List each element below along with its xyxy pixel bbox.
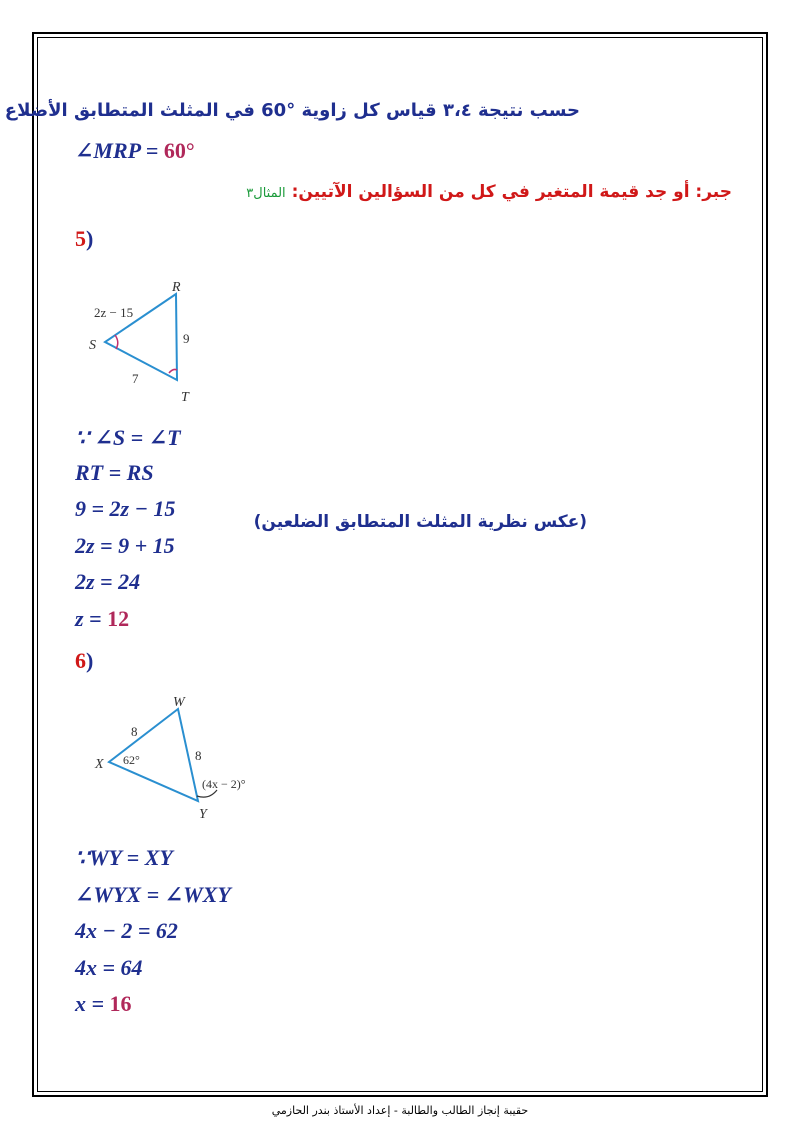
p5-final-lhs: z = — [75, 606, 102, 631]
p6-step-3: 4x − 2 = 62 — [75, 918, 178, 943]
p6-final-lhs: x = — [75, 991, 105, 1016]
angle-mrp-value: 60° — [163, 138, 195, 163]
instruction — [246, 182, 732, 202]
angle-x-label: 62° — [123, 753, 140, 767]
angle-mrp-line — [75, 138, 195, 164]
p5-step-4: 2z = 9 + 15 — [75, 533, 175, 558]
page-footer: حقيبة إنجاز الطالب والطالبة - إعداد الأستاذ بندر الحازمي — [271, 1104, 529, 1117]
p5-step-1: ∵ ∠S = ∠T — [75, 425, 181, 450]
p6-final-value: 16 — [109, 991, 132, 1016]
problem6-number — [75, 648, 93, 674]
theorem-note: (عكس نظرية المثلث المتطابق الضلعين) — [253, 512, 587, 532]
angle-mark-t — [169, 369, 177, 373]
side-xw-label: 8 — [131, 724, 138, 739]
p6-step-4: 4x = 64 — [75, 955, 143, 980]
triangle-wxy-figure — [85, 690, 270, 825]
problem6-number-digit: 6 — [75, 648, 86, 673]
angle-y-label: (4x − 2)° — [202, 777, 246, 791]
angle-mrp-lhs: ∠MRP = — [75, 138, 159, 163]
side-rt-label: 9 — [183, 331, 190, 346]
side-st-label: 7 — [132, 371, 139, 386]
p5-step-3: 9 = 2z − 15 — [75, 496, 176, 521]
problem5-number-paren: ) — [86, 226, 94, 251]
p5-step-2: RT = RS — [75, 460, 154, 485]
vertex-x-label: X — [95, 757, 104, 772]
angle-y-arrow — [197, 790, 217, 797]
vertex-y-label: Y — [199, 807, 207, 822]
p5-final — [75, 606, 129, 632]
p6-final — [75, 991, 132, 1017]
problem6-number-paren: ) — [86, 648, 94, 673]
p6-step-2: ∠WYX = ∠WXY — [75, 882, 231, 907]
problem5-number-digit: 5 — [75, 226, 86, 251]
instruction-tag: المثال٣ — [246, 186, 286, 201]
vertex-w-label: W — [173, 695, 185, 710]
heading-text: حسب نتيجة ٣،٤ قياس كل زاوية °60 في المثلث المتطابق الأضلاع — [4, 100, 580, 121]
instruction-text: جبر: أو جد قيمة المتغير في كل من السؤالين الآتيين: — [291, 182, 732, 202]
side-wy-label: 8 — [195, 748, 202, 763]
p5-final-value: 12 — [107, 606, 130, 631]
problem5-number — [75, 226, 93, 252]
p6-step-1: ∵WY = XY — [75, 845, 173, 870]
p5-step-5: 2z = 24 — [75, 569, 141, 594]
vertex-s-label: S — [89, 338, 96, 353]
triangle-rst-figure — [80, 275, 210, 410]
vertex-t-label: T — [181, 390, 189, 405]
vertex-r-label: R — [172, 280, 181, 295]
side-rs-label: 2z − 15 — [94, 305, 134, 320]
